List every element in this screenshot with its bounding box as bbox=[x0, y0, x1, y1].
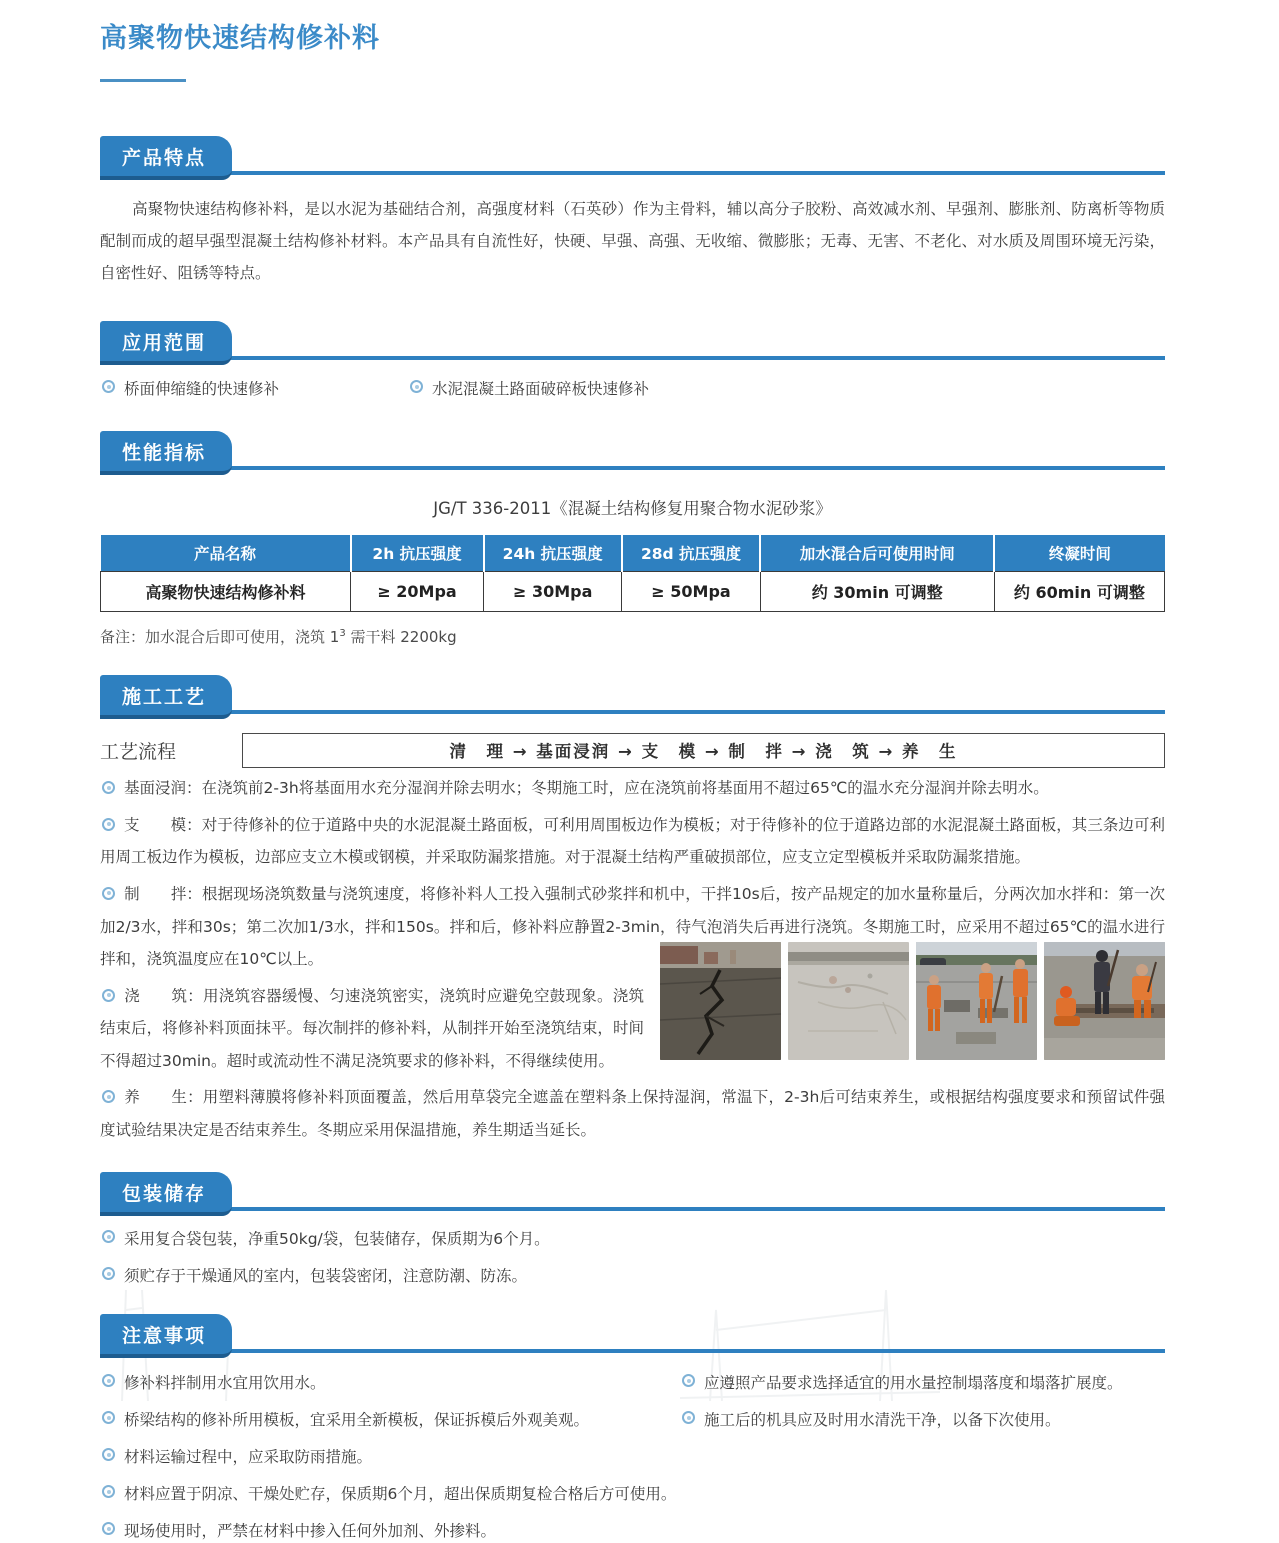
ring-bullet-icon bbox=[102, 380, 115, 393]
ring-bullet-icon bbox=[682, 1374, 695, 1387]
section-header-process bbox=[100, 675, 1165, 717]
ring-bullet-icon bbox=[410, 380, 423, 393]
step-text: 浇 筑：用浇筑容器缓慢、匀速浇筑密实，浇筑时应避免空鼓现象。浇筑结束后，将修补料顶面抹平。每次制拌的修补料，从制拌开始至浇筑结束，时间不得超过30min。超时或流动性不满足浇筑要求的修补料，不得继续使用。 bbox=[100, 986, 644, 1070]
cell-28d-strength: ≥ 50Mpa bbox=[622, 572, 760, 612]
title-underline bbox=[100, 79, 186, 82]
flow-label: 工艺流程 bbox=[100, 741, 177, 764]
notes-columns bbox=[100, 1358, 1165, 1469]
step-curing bbox=[100, 1081, 1165, 1146]
ring-bullet-icon bbox=[102, 1485, 115, 1498]
applications-heading: 应用范围 bbox=[100, 321, 232, 365]
ring-bullet-icon bbox=[102, 989, 115, 1002]
ring-bullet-icon bbox=[102, 1267, 115, 1280]
ring-bullet-icon bbox=[102, 1230, 115, 1243]
note-item-label: 现场使用时，严禁在材料中掺入任何外加剂、外掺料。 bbox=[124, 1522, 497, 1541]
step-text: 支 模：对于待修补的位于道路中央的水泥混凝土路面板，可利用周围板边作为模板；对于待修补的位于道路边部的水泥混凝土路面板，其三条边可利用周工板边作为模板，边部应支立木模或钢模，并采取防漏浆措施。对于混凝土结构严重破损部位，应支立定型模板并采取防漏浆措施。 bbox=[100, 815, 1165, 867]
ring-bullet-icon bbox=[102, 1374, 115, 1387]
ring-bullet-icon bbox=[102, 781, 115, 794]
packaging-item-label: 须贮存于干燥通风的室内，包装袋密闭，注意防潮、防冻。 bbox=[124, 1267, 528, 1286]
process-steps bbox=[100, 772, 1165, 1146]
applications-list bbox=[100, 377, 1165, 401]
ring-bullet-icon bbox=[682, 1411, 695, 1424]
col-header-final-set: 终凝时间 bbox=[994, 535, 1164, 572]
note-item bbox=[100, 1445, 680, 1469]
ring-bullet-icon bbox=[102, 887, 115, 900]
cell-2h-strength: ≥ 20Mpa bbox=[351, 572, 484, 612]
note-item bbox=[100, 1482, 1165, 1506]
application-item-label: 桥面伸缩缝的快速修补 bbox=[124, 380, 280, 399]
note-item bbox=[100, 1408, 680, 1432]
application-item bbox=[100, 377, 408, 401]
note-item-label: 应遵照产品要求选择适宜的用水量控制塌落度和塌落扩展度。 bbox=[704, 1374, 1123, 1393]
section-header-performance bbox=[100, 431, 1165, 473]
note-item-label: 桥梁结构的修补所用模板，宜采用全新模板，保证拆模后外观美观。 bbox=[124, 1411, 590, 1430]
packaging-item-label: 采用复合袋包装，净重50kg/袋，包装储存，保质期为6个月。 bbox=[124, 1230, 550, 1249]
performance-heading: 性能指标 bbox=[100, 431, 232, 475]
ring-bullet-icon bbox=[102, 1090, 115, 1103]
cell-usable-time: 约 30min 可调整 bbox=[760, 572, 994, 612]
page-title: 高聚物快速结构修补料 bbox=[100, 23, 380, 54]
packaging-heading: 包装储存 bbox=[100, 1172, 232, 1216]
col-header-28d-strength: 28d 抗压强度 bbox=[622, 535, 760, 572]
notes-right-column bbox=[680, 1358, 1165, 1469]
cell-final-set: 约 60min 可调整 bbox=[994, 572, 1164, 612]
note-item bbox=[100, 1371, 680, 1395]
note-item-label: 材料应置于阴凉、干燥处贮存，保质期6个月，超出保质期复检合格后方可使用。 bbox=[124, 1485, 677, 1504]
joint-repair-crew-photo bbox=[1044, 942, 1165, 1060]
col-header-product-name: 产品名称 bbox=[101, 535, 351, 572]
ring-bullet-icon bbox=[102, 818, 115, 831]
section-header-applications bbox=[100, 321, 1165, 363]
table-note-suffix: 需干料 2200kg bbox=[345, 628, 457, 647]
col-header-usable-time: 加水混合后可使用时间 bbox=[760, 535, 994, 572]
cracked-pavement-photo bbox=[660, 942, 781, 1060]
ring-bullet-icon bbox=[102, 1522, 115, 1535]
note-item bbox=[100, 1519, 1165, 1543]
section-header-packaging bbox=[100, 1172, 1165, 1214]
step-formwork bbox=[100, 809, 1165, 874]
packaging-item bbox=[100, 1227, 1165, 1251]
col-header-2h-strength: 2h 抗压强度 bbox=[351, 535, 484, 572]
performance-table-header-row bbox=[101, 535, 1165, 572]
flow-sequence: 清 理 → 基面浸润 → 支 模 → 制 拌 → 浇 筑 → 养 生 bbox=[242, 733, 1165, 768]
step-base-wetting bbox=[100, 772, 1165, 805]
notes-left-column bbox=[100, 1358, 680, 1469]
ring-bullet-icon bbox=[102, 1448, 115, 1461]
application-item bbox=[408, 377, 649, 401]
packaging-item bbox=[100, 1264, 1165, 1288]
step-text: 制 拌：根据现场浇筑数量与浇筑速度，将修补料人工投入强制式砂浆拌和机中，干拌10s后，按产品规定的加水量称量后，分两次加水拌和：第一次加2/3水，拌和30s；第二次加1/3水，拌和150s。拌和后，修补料应静置2-3min，待气泡消失后再进行浇筑。冬期施工时，应采用不超过65℃的温水进行拌和，浇筑温度应在10℃以上。 bbox=[100, 884, 1165, 969]
section-header-notes bbox=[100, 1314, 1165, 1356]
process-flow bbox=[100, 733, 1165, 768]
step-text: 养 生：用塑料薄膜将修补料顶面覆盖，然后用草袋完全遮盖在塑料条上保持湿润，常温下，2-3h后可结束养生，或根据结构强度要求和预留试件强度试验结果决定是否结束养生。冬期应采用保温措施，养生期适当延长。 bbox=[100, 1088, 1165, 1139]
features-text: 高聚物快速结构修补料，是以水泥为基础结合剂，高强度材料（石英砂）作为主骨料，辅以高分子胶粉、高效减水剂、早强剂、膨胀剂、防离析等物质配制而成的超早强型混凝土结构修补材料。本产品具有自流性好，快硬、早强、高强、无收缩、微膨胀；无毒、无害、不老化、对水质及周围环境无污染，自密性好、阻锈等特点。 bbox=[100, 200, 1165, 282]
section-header-features bbox=[100, 136, 1165, 178]
note-item-label: 施工后的机具应及时用水清洗干净，以备下次使用。 bbox=[704, 1411, 1061, 1430]
col-header-24h-strength: 24h 抗压强度 bbox=[484, 535, 622, 572]
table-note bbox=[100, 626, 1165, 647]
ring-bullet-icon bbox=[102, 1411, 115, 1424]
features-heading: 产品特点 bbox=[100, 136, 232, 180]
concrete-surface-photo bbox=[788, 942, 909, 1060]
features-paragraph bbox=[100, 194, 1165, 289]
table-note-prefix: 备注：加水混合后即可使用，浇筑 1 bbox=[100, 628, 340, 647]
notes-heading: 注意事项 bbox=[100, 1314, 232, 1358]
process-heading: 施工工艺 bbox=[100, 675, 232, 719]
cell-24h-strength: ≥ 30Mpa bbox=[484, 572, 622, 612]
road-repair-crew-photo bbox=[916, 942, 1037, 1060]
note-item-label: 材料运输过程中，应采取防雨措施。 bbox=[124, 1448, 373, 1467]
table-note-superscript: 3 bbox=[339, 628, 346, 640]
note-item bbox=[680, 1371, 1165, 1395]
performance-table bbox=[100, 535, 1165, 612]
step-text: 基面浸润：在浇筑前2-3h将基面用水充分湿润并除去明水；冬期施工时，应在浇筑前将基面用不超过65℃的温水充分湿润并除去明水。 bbox=[124, 779, 1049, 798]
note-item-label: 修补料拌制用水宜用饮用水。 bbox=[124, 1374, 326, 1393]
standard-reference: JG/T 336-2011《混凝土结构修复用聚合物水泥砂浆》 bbox=[433, 499, 832, 519]
application-item-label: 水泥混凝土路面破碎板快速修补 bbox=[432, 380, 650, 399]
performance-table-row bbox=[101, 572, 1165, 612]
cell-product-name: 高聚物快速结构修补料 bbox=[101, 572, 351, 612]
note-item bbox=[680, 1408, 1165, 1432]
site-photos bbox=[660, 942, 1165, 1060]
